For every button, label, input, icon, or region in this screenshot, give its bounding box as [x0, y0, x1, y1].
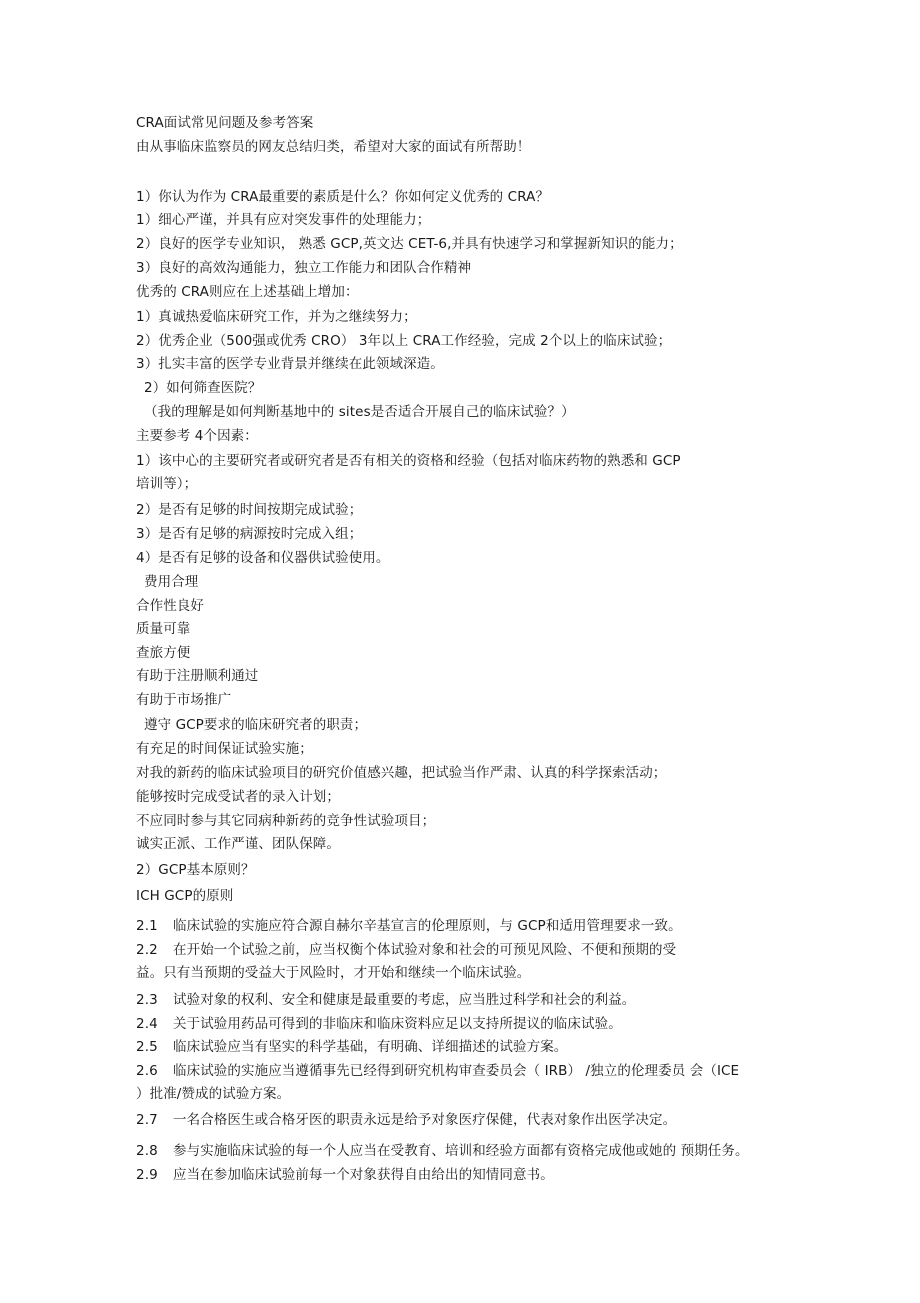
- doc-title: CRA面试常见问题及参考答案: [136, 115, 314, 131]
- principle-text: 临床试验的实施应当遵循事先已经得到研究机构审查委员会（ IRB） /独立的伦理委员 会（ICE: [173, 1063, 740, 1079]
- q2-intro: 主要参考 4个因素：: [136, 428, 258, 444]
- q3-question: 2）GCP基本原则？: [136, 862, 255, 878]
- principle-2-5: [136, 1037, 567, 1057]
- principle-2-8: [136, 1141, 749, 1161]
- list-item: 诚实正派、工作严谨、团队保障。: [136, 836, 340, 852]
- q2-factor-4: 4）是否有足够的设备和仪器供试验使用。: [136, 550, 390, 566]
- principle-text: 临床试验应当有坚实的科学基础，有明确、详细描述的试验方案。: [173, 1039, 568, 1055]
- principle-number: 2.3: [136, 992, 158, 1008]
- q1-excellent-2: 2）优秀企业（500强或优秀 CRO） 3年以上 CRA工作经验，完成 2个以上的临床试验；: [136, 333, 672, 349]
- principle-2-4: [136, 1014, 622, 1034]
- q1-excellent-intro: 优秀的 CRA则应在上述基础上增加：: [136, 284, 359, 300]
- principle-number: 2.4: [136, 1016, 158, 1032]
- principle-number: 2.9: [136, 1167, 158, 1183]
- principle-text: 一名合格医生或合格牙医的职责永远是给予对象医疗保健，代表对象作出医学决定。: [173, 1112, 677, 1128]
- principle-2-9: [136, 1165, 554, 1185]
- principle-number: 2.7: [136, 1112, 158, 1128]
- principle-text: 参与实施临床试验的每一个人应当在受教育、培训和经验方面都有资格完成他或她的 预期任务。: [173, 1143, 749, 1159]
- list-item: 查旅方便: [136, 645, 191, 661]
- principle-2-1: [136, 916, 682, 936]
- principle-text: 临床试验的实施应符合源自赫尔辛基宣言的伦理原则，与 GCP和适用管理要求一致。: [173, 918, 682, 934]
- list-item: 对我的新药的临床试验项目的研究价值感兴趣，把试验当作严肃、认真的科学探索活动；: [136, 765, 667, 781]
- list-item: 有助于注册顺利通过: [136, 668, 259, 684]
- list-item: 费用合理: [144, 574, 199, 590]
- q1-answer-3: 3）良好的高效沟通能力，独立工作能力和团队合作精神: [136, 260, 472, 276]
- principle-text: 应当在参加临床试验前每一个对象获得自由给出的知情同意书。: [173, 1167, 554, 1183]
- list-item: 能够按时完成受试者的录入计划；: [136, 789, 340, 805]
- principle-number: 2.1: [136, 918, 158, 934]
- q1-answer-2: 2）良好的医学专业知识， 熟悉 GCP,英文达 CET-6,并具有快速学习和掌握新知识的能力；: [136, 236, 683, 252]
- q1-excellent-1: 1）真诚热爱临床研究工作，并为之继续努力；: [136, 309, 417, 325]
- q1-answer-1: 1）细心严谨，并具有应对突发事件的处理能力；: [136, 212, 431, 228]
- list-item: 有充足的时间保证试验实施；: [136, 741, 313, 757]
- principle-2-6-continued: ）批准/赞成的试验方案。: [136, 1086, 291, 1102]
- principle-number: 2.5: [136, 1039, 158, 1055]
- list-item: 质量可靠: [136, 621, 191, 637]
- principle-2-6: [136, 1061, 739, 1081]
- doc-subtitle: 由从事临床监察员的网友总结归类，希望对大家的面试有所帮助！: [136, 139, 531, 155]
- principle-2-2-continued: 益。只有当预期的受益大于风险时，才开始和继续一个临床试验。: [136, 965, 531, 981]
- q2-factor-1-line-2: 培训等）；: [136, 476, 198, 492]
- principle-2-2: [136, 940, 676, 960]
- q2-factor-1-line-1: 1）该中心的主要研究者或研究者是否有相关的资格和经验（包括对临床药物的熟悉和 GCP: [136, 453, 681, 469]
- q2-question: 2）如何筛查医院？: [144, 380, 262, 396]
- list-item: 不应同时参与其它同病种新药的竞争性试验项目；: [136, 813, 436, 829]
- q3-subhead: ICH GCP的原则: [136, 888, 234, 904]
- principle-text: 关于试验用药品可得到的非临床和临床资料应足以支持所提议的临床试验。: [173, 1016, 622, 1032]
- list-item: 遵守 GCP要求的临床研究者的职责；: [144, 717, 368, 733]
- q2-factor-3: 3）是否有足够的病源按时完成入组；: [136, 526, 363, 542]
- list-item: 有助于市场推广: [136, 692, 232, 708]
- q1-excellent-3: 3）扎实丰富的医学专业背景并继续在此领域深造。: [136, 356, 444, 372]
- principle-2-3: [136, 990, 635, 1010]
- principle-text: 试验对象的权利、安全和健康是最重要的考虑，应当胜过科学和社会的利益。: [173, 992, 636, 1008]
- q2-factor-2: 2）是否有足够的时间按期完成试验；: [136, 502, 363, 518]
- principle-number: 2.8: [136, 1143, 158, 1159]
- list-item: 合作性良好: [136, 598, 204, 614]
- principle-2-7: [136, 1110, 676, 1130]
- principle-text: 在开始一个试验之前，应当权衡个体试验对象和社会的可预见风险、不便和预期的受: [173, 942, 677, 958]
- q2-note: （我的理解是如何判断基地中的 sites是否适合开展自己的临床试验？）: [144, 404, 575, 420]
- principle-number: 2.2: [136, 942, 158, 958]
- principle-number: 2.6: [136, 1063, 158, 1079]
- q1-question: 1）你认为作为 CRA最重要的素质是什么？你如何定义优秀的 CRA？: [136, 189, 550, 205]
